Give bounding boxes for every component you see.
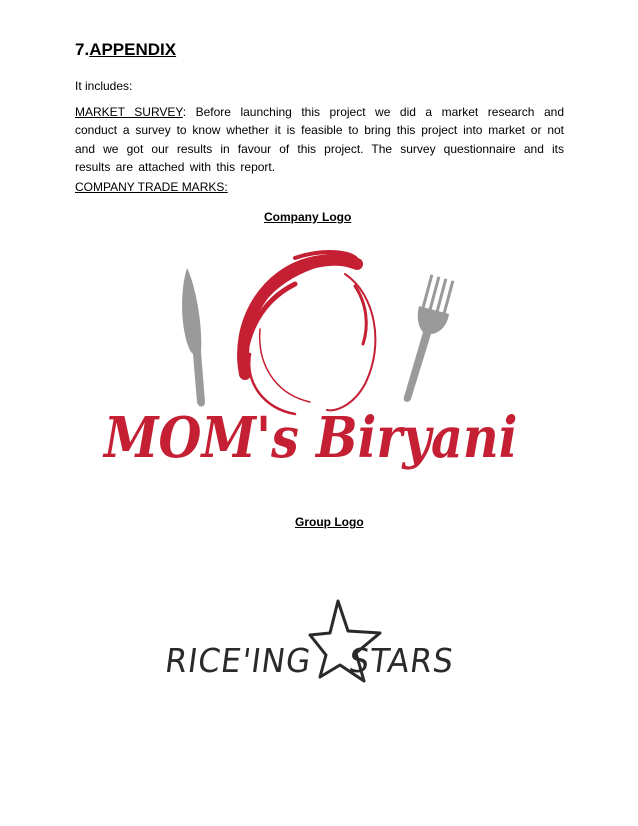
market-survey-label: MARKET SURVEY — [75, 105, 183, 119]
group-logo-caption: Group Logo — [295, 515, 364, 529]
market-survey-paragraph — [75, 103, 564, 176]
group-brand-text-2: STARS — [346, 641, 457, 680]
group-brand-text-1: RICE'ING — [162, 641, 314, 680]
plate-swirl-icon — [243, 252, 375, 414]
section-heading — [75, 40, 176, 60]
section-number: 7. — [75, 40, 90, 59]
trade-marks-heading: COMPANY TRADE MARKS: — [75, 180, 228, 194]
market-survey-text: : Before launching this project we did a market research and conduct a survey to know whether it is feasible to bring this project into market or not and we got our results in favour of this project. The survey questionnaire and its results are attached with this report. — [75, 105, 564, 174]
group-brand-text — [163, 641, 457, 680]
knife-icon — [182, 268, 205, 407]
fork-icon — [404, 274, 455, 402]
company-brand-text: MOM's Biryani — [104, 405, 518, 471]
company-logo-caption: Company Logo — [264, 210, 352, 224]
intro-text: It includes: — [75, 79, 133, 93]
section-title: APPENDIX — [89, 40, 177, 59]
